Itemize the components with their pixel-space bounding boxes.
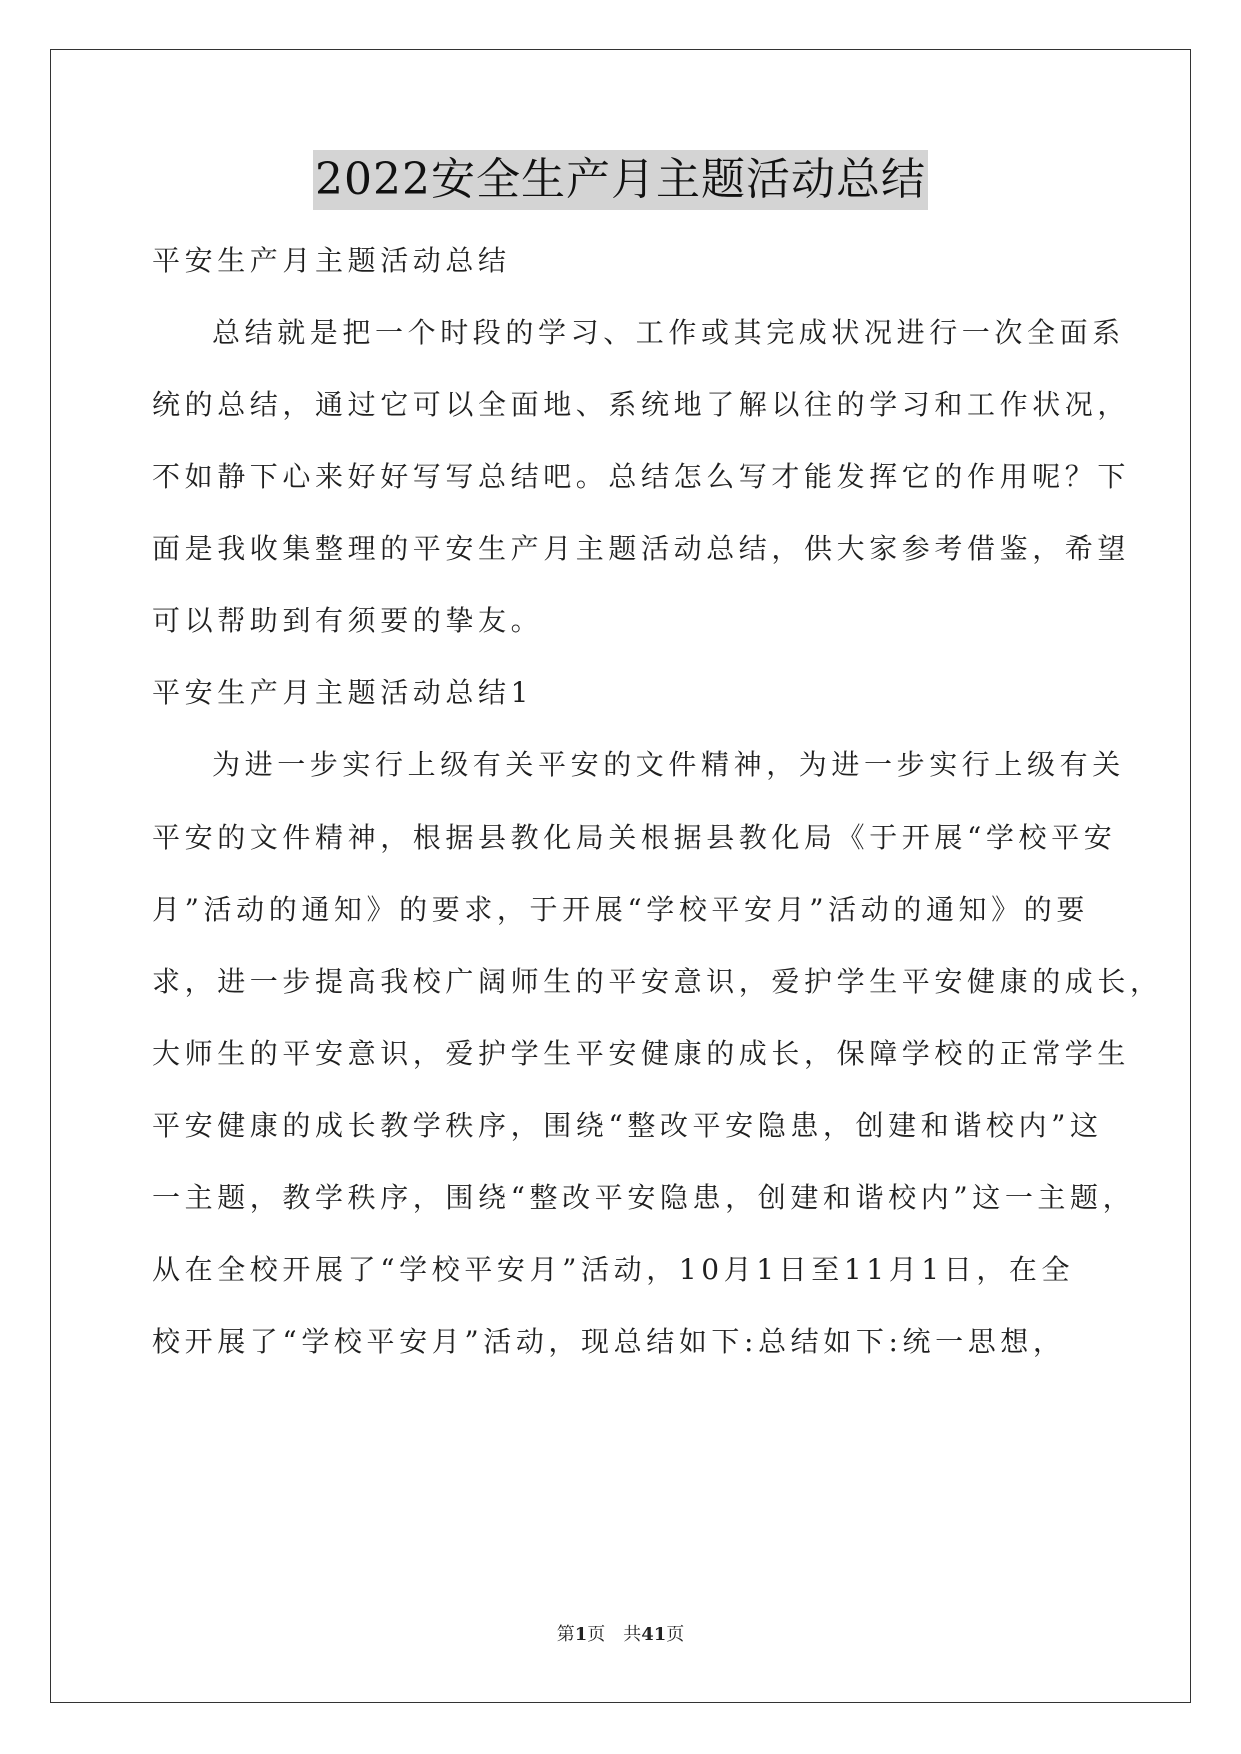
paragraph-line: 一主题，教学秩序，围绕“整改平安隐患，创建和谐校内”这一主题， [152, 1181, 1136, 1214]
paragraph-line: 大师生的平安意识，爱护学生平安健康的成长，保障学校的正常学生 [152, 1037, 1131, 1070]
paragraph-line: 为进一步实行上级有关平安的文件精神，为进一步实行上级有关 [212, 748, 1125, 781]
paragraph-line: 平安的文件精神，根据县教化局关根据县教化局《于开展“学校平安 [152, 821, 1117, 854]
paragraph-line: 总结就是把一个时段的学习、工作或其完成状况进行一次全面系 [212, 316, 1125, 349]
section-heading: 平安生产月主题活动总结1 [152, 676, 534, 709]
paragraph-line: 面是我收集整理的平安生产月主题活动总结，供大家参考借鉴，希望 [152, 532, 1131, 565]
page-border [50, 49, 1191, 1703]
paragraph-line: 从在全校开展了“学校平安月”活动，10月1日至11月1日，在全 [152, 1253, 1075, 1286]
paragraph-line: 统的总结，通过它可以全面地、系统地了解以往的学习和工作状况， [152, 388, 1131, 421]
paragraph-line: 月”活动的通知》的要求，于开展“学校平安月”活动的通知》的要 [152, 893, 1089, 926]
paragraph-line: 不如静下心来好好写写总结吧。总结怎么写才能发挥它的作用呢？下 [152, 460, 1131, 493]
paragraph-line: 平安健康的成长教学秩序，围绕“整改平安隐患，创建和谐校内”这 [152, 1109, 1103, 1142]
paragraph-line: 求，进一步提高我校广阔师生的平安意识，爱护学生平安健康的成长， [152, 965, 1163, 998]
footer-mid: 页 共 [587, 1624, 642, 1645]
paragraph-line: 可以帮助到有须要的挚友。 [152, 604, 544, 637]
subtitle-line: 平安生产月主题活动总结 [152, 244, 511, 277]
current-page-number: 1 [574, 1624, 588, 1645]
document-title: 2022安全生产月主题活动总结 [313, 150, 928, 210]
footer-prefix: 第 [556, 1624, 575, 1645]
title-container [0, 150, 1241, 210]
page-footer [0, 1622, 1241, 1648]
paragraph-line: 校开展了“学校平安月”活动，现总结如下:总结如下:统一思想， [152, 1325, 1066, 1358]
total-pages-number: 41 [641, 1624, 667, 1645]
footer-suffix: 页 [666, 1624, 685, 1645]
